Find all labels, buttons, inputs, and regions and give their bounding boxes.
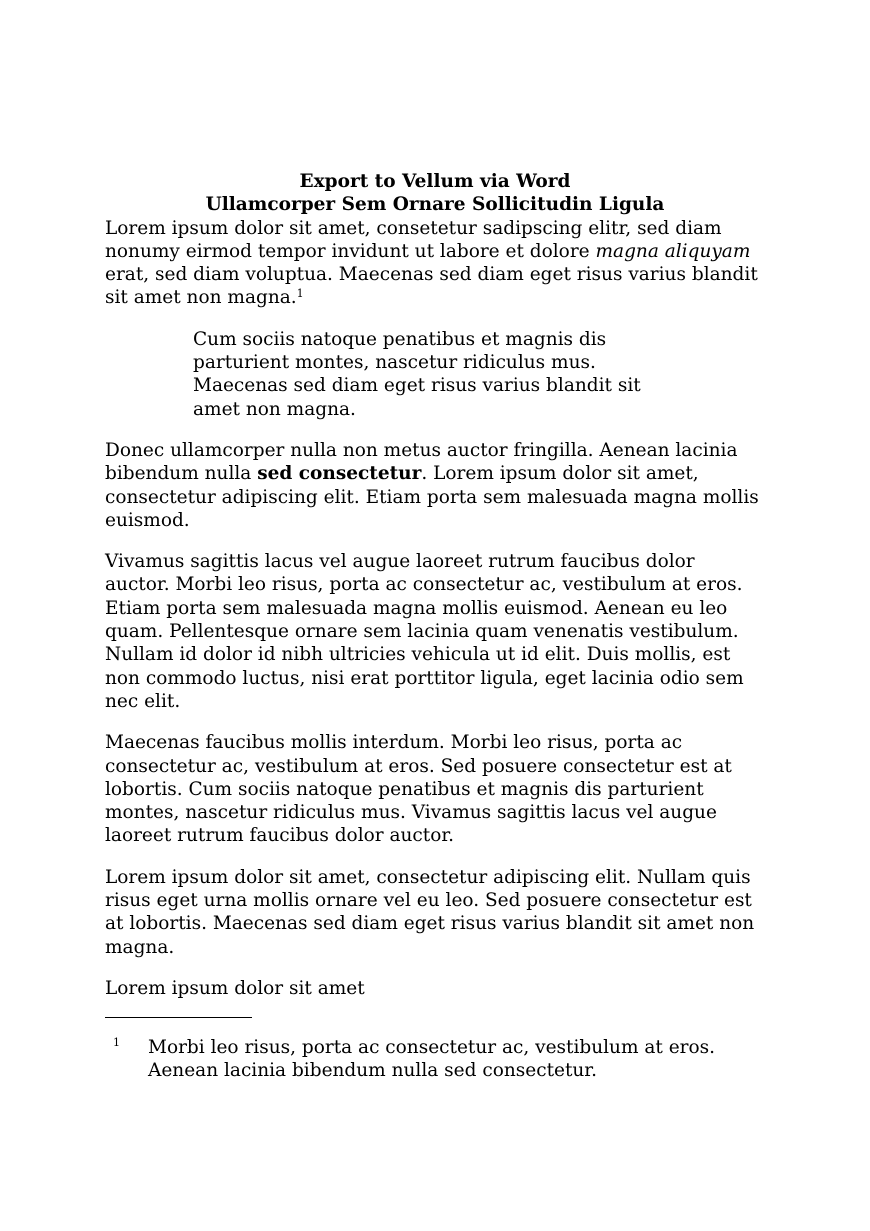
block-quote: Cum sociis natoque penatibus et magnis dis parturient montes, nascetur ridiculus mus. Maecenas sed diam eget risus varius blandit sit amet non magna. xyxy=(193,328,641,420)
paragraph-2-text-a: Donec ullamcorper nulla non metus auctor fringilla. Aenean lacinia bibendum nulla xyxy=(105,439,738,485)
title-line-1: Export to Vellum via Word xyxy=(299,171,571,192)
footnote-text: Morbi leo risus, porta ac consectetur ac, vestibulum at eros. Aenean lacinia bibendum nulla sed consectetur. xyxy=(148,1037,716,1082)
paragraph-3: Vivamus sagittis lacus vel augue laoreet rutrum faucibus dolor auctor. Morbi leo risus, porta ac consectetur ac, vestibulum at eros. Etiam porta sem malesuada magna mollis euismod. Aenean eu leo quam. Pellentesque ornare sem lacinia quam venenatis vestibulum. Nullam id dolor id nibh ultricies vehicula ut id elit. Duis mollis, est non commodo luctus, nisi erat porttitor ligula, eget lacinia odio sem nec elit. xyxy=(105,551,744,712)
footnote-number: 1 xyxy=(113,1036,120,1049)
paragraph-1-text-a: Lorem ipsum dolor sit amet, consetetur sadipscing elitr, sed diam nonumy eirmod tempor invidunt ut labore et dolore xyxy=(105,217,722,262)
document-body xyxy=(105,170,765,1018)
paragraph-6: Lorem ipsum dolor sit amet xyxy=(105,977,365,999)
paragraph-2-bold: sed consectetur xyxy=(257,463,422,485)
paragraph-2 xyxy=(105,439,765,532)
title-line-2: Ullamcorper Sem Ornare Sollicitudin Ligula xyxy=(205,194,665,216)
paragraph-2-text-b: . Lorem ipsum dolor sit amet, consectetur adipiscing elit. Etiam porta sem malesuada magna mollis euismod. xyxy=(105,463,759,531)
paragraph-4: Maecenas faucibus mollis interdum. Morbi leo risus, porta ac consectetur ac, vestibulum at eros. Sed posuere consectetur est at lobortis. Cum sociis natoque penatibus et magnis dis parturient montes, nascetur ridiculus mus. Vivamus sagittis lacus vel augue laoreet rutrum faucibus dolor auctor. xyxy=(105,732,732,847)
paragraph-1-text-b: erat, sed diam voluptua. Maecenas sed diam eget risus varius blandit sit amet non magna. xyxy=(105,264,758,309)
paragraph-1 xyxy=(105,217,765,310)
footnote-separator xyxy=(105,1017,252,1018)
paragraph-5: Lorem ipsum dolor sit amet, consectetur adipiscing elit. Nullam quis risus eget urna mollis ornare vel eu leo. Sed posuere consectetur est at lobortis. Maecenas sed diam eget risus varius blandit sit amet non magna. xyxy=(105,866,755,958)
footnote xyxy=(105,1036,770,1083)
footnote-reference[interactable]: 1 xyxy=(296,287,304,301)
document-title xyxy=(105,170,765,217)
paragraph-1-italic: magna aliquyam xyxy=(595,240,751,262)
